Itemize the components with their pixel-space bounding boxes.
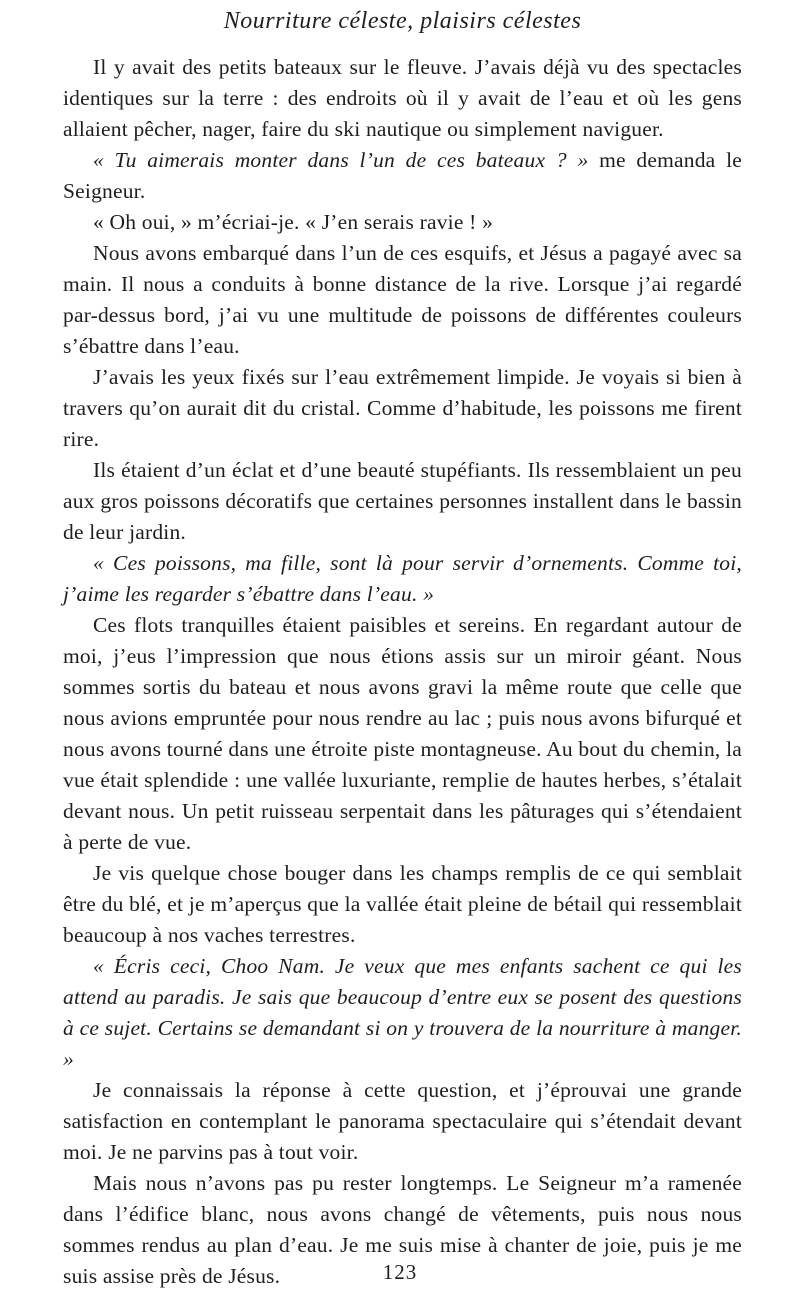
paragraph-text: « Oh oui, » m’écriai-je. « J’en serais ravie ! »: [93, 210, 494, 234]
paragraph: [63, 362, 742, 455]
paragraph: [63, 1075, 742, 1168]
paragraph: [63, 238, 742, 362]
paragraph-text: Ces flots tranquilles étaient paisibles et sereins. En regardant autour de moi, j’eus l’impression que nous étions assis sur un miroir géant. Nous sommes sortis du bateau et nous avons gravi la même route que celle que nous avions empruntée pour nous rendre au lac ; puis nous avons bifurqué et nous avons tourné dans une étroite piste montagneuse. Au bout du chemin, la vue était splendide : une vallée luxuriante, remplie de hautes herbes, s’étalait devant nous. Un petit ruisseau serpentait dans les pâturages qui s’étendaient à perte de vue.: [63, 613, 742, 854]
page-number: 123: [382, 1260, 418, 1284]
paragraph: [63, 145, 742, 207]
paragraph-text: Mais nous n’avons pas pu rester longtemps. Le Seigneur m’a ramenée dans l’édifice blanc, nous avons changé de vêtements, puis nous nous sommes rendus au plan d’eau. Je me suis mise à chanter de joie, puis je me suis assise près de Jésus.: [63, 1171, 742, 1288]
paragraph: [63, 548, 742, 610]
paragraph: [63, 52, 742, 145]
paragraph-text: Nous avons embarqué dans l’un de ces esquifs, et Jésus a pagayé avec sa main. Il nous a conduits à bonne distance de la rive. Lorsque j’ai regardé par-dessus bord, j’ai vu une multitude de poissons de différentes couleurs s’ébattre dans l’eau.: [63, 241, 742, 358]
paragraph: [63, 951, 742, 1075]
paragraph: [63, 207, 742, 238]
paragraph-quote-text: « Écris ceci, Choo Nam. Je veux que mes enfants sachent ce qui les attend au paradis. Je sais que beaucoup d’entre eux se posent des questions à ce sujet. Certains se demandant si on y trouvera de la nourriture à manger. »: [63, 954, 742, 1071]
paragraph: [63, 610, 742, 858]
paragraph-text: Je connaissais la réponse à cette question, et j’éprouvai une grande satisfaction en contemplant le panorama spectaculaire qui s’étendait devant moi. Je ne parvins pas à tout voir.: [63, 1078, 742, 1164]
paragraph-text: Je vis quelque chose bouger dans les champs remplis de ce qui semblait être du blé, et je m’aperçus que la vallée était pleine de bétail qui ressemblait beaucoup à nos vaches terrestres.: [63, 861, 742, 947]
paragraph-quote-text: « Ces poissons, ma fille, sont là pour servir d’ornements. Comme toi, j’aime les regarder s’ébattre dans l’eau. »: [63, 551, 742, 606]
paragraph-text: Ils étaient d’un éclat et d’une beauté stupéfiants. Ils ressemblaient un peu aux gros poissons décoratifs que certaines personnes installent dans le bassin de leur jardin.: [63, 458, 742, 544]
paragraph: [63, 858, 742, 951]
paragraph-text: Il y avait des petits bateaux sur le fleuve. J’avais déjà vu des spectacles identiques sur la terre : des endroits où il y avait de l’eau et où les gens allaient pêcher, nager, faire du ski nautique ou simplement naviguer.: [63, 55, 742, 141]
paragraph: [63, 455, 742, 548]
paragraph-text: J’avais les yeux fixés sur l’eau extrêmement limpide. Je voyais si bien à travers qu’on aurait dit du cristal. Comme d’habitude, les poissons me firent rire.: [63, 365, 742, 451]
chapter-title: Nourriture céleste, plaisirs célestes: [223, 8, 582, 34]
paragraph-text: me demanda le Seigneur.: [63, 148, 742, 203]
paragraph-quote-text: « Tu aimerais monter dans l’un de ces bateaux ? »: [93, 148, 600, 172]
